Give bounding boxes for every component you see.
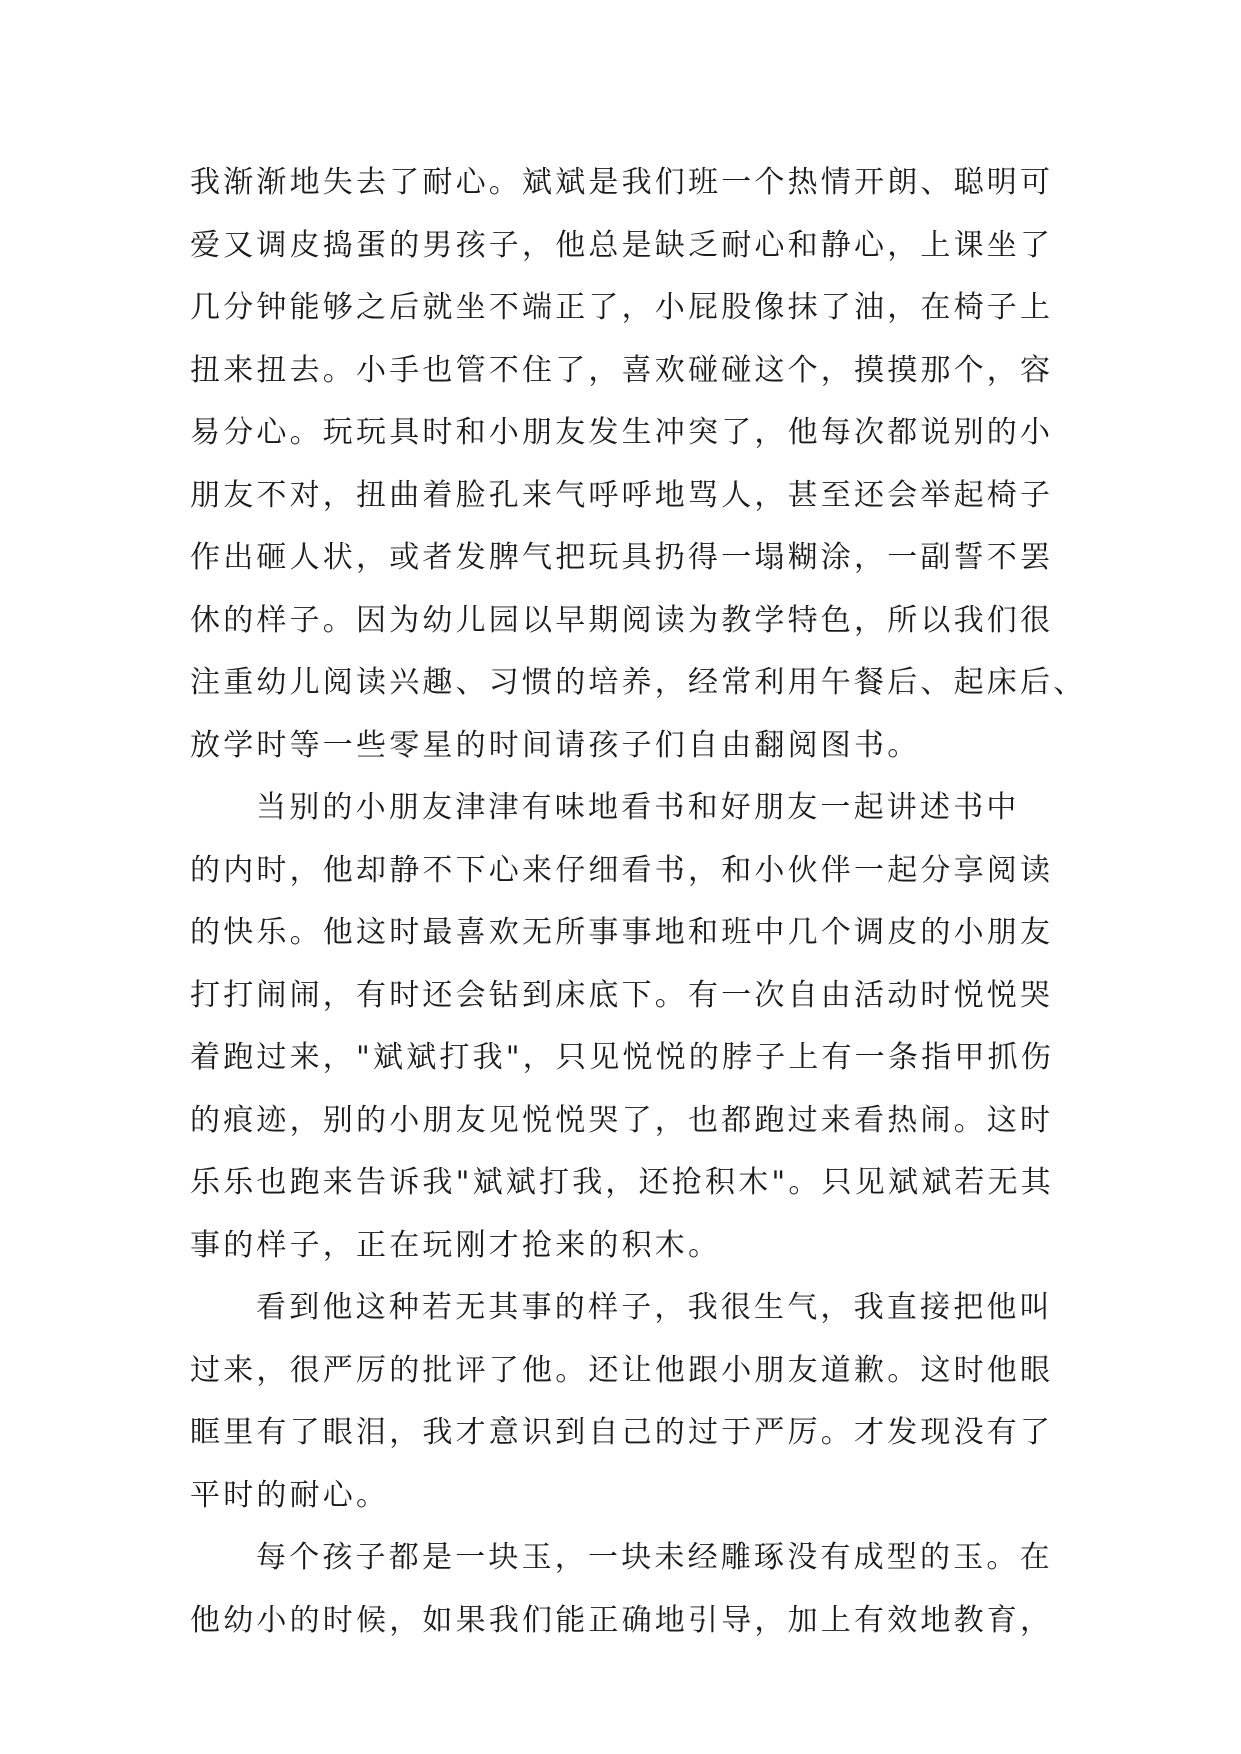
- body-text: [190, 152, 1087, 1652]
- text-line: 的内时，他却静不下心来仔细看书，和小伙伴一起分享阅读: [190, 852, 1054, 888]
- paragraph-start-line: 当别的小朋友津津有味地看书和好朋友一起讲述书中: [256, 790, 1020, 825]
- text-line: 易分心。玩玩具时和小朋友发生冲突了，他每次都说别的小: [190, 415, 1054, 450]
- text-line: 放学时等一些零星的时间请孩子们自由翻阅图书。: [190, 727, 921, 763]
- text-line: 事的样子，正在玩刚才抢来的积木。: [190, 1227, 722, 1263]
- text-line: 过来，很严厉的批评了他。还让他跟小朋友道歉。这时他眼: [190, 1352, 1054, 1388]
- text-line: 打打闹闹，有时还会钻到床底下。有一次自由活动时悦悦哭: [190, 977, 1054, 1013]
- text-line: 爱又调皮捣蛋的男孩子，他总是缺乏耐心和静心，上课坐了: [190, 227, 1054, 263]
- text-line: 作出砸人状，或者发脾气把玩具扔得一塌糊涂，一副誓不罢: [190, 540, 1054, 575]
- paragraph-start-line: 看到他这种若无其事的样子，我很生气，我直接把他叫: [256, 1290, 1053, 1325]
- text-line: 眶里有了眼泪，我才意识到自己的过于严厉。才发现没有了: [190, 1415, 1054, 1450]
- text-line: 朋友不对，扭曲着脸孔来气呼呼地骂人，甚至还会举起椅子: [190, 477, 1054, 513]
- text-line: 他幼小的时候，如果我们能正确地引导，加上有效地教育，: [190, 1602, 1054, 1638]
- text-line: 平时的耐心。: [190, 1477, 390, 1513]
- text-line: 休的样子。因为幼儿园以早期阅读为教学特色，所以我们很: [190, 602, 1054, 638]
- text-line: 扭来扭去。小手也管不住了，喜欢碰碰这个，摸摸那个，容: [190, 352, 1054, 388]
- text-line: 几分钟能够之后就坐不端正了，小屁股像抹了油，在椅子上: [190, 290, 1054, 325]
- text-line: 我渐渐地失去了耐心。斌斌是我们班一个热情开朗、聪明可: [190, 165, 1054, 200]
- paragraph-start-line: 每个孩子都是一块玉，一块未经雕琢没有成型的玉。在: [256, 1540, 1053, 1575]
- text-line: 着跑过来，"斌斌打我"，只见悦悦的脖子上有一条指甲抓伤: [190, 1040, 1054, 1075]
- text-line: 注重幼儿阅读兴趣、习惯的培养，经常利用午餐后、起床后、: [190, 665, 1087, 700]
- text-line: 的快乐。他这时最喜欢无所事事地和班中几个调皮的小朋友: [190, 915, 1054, 950]
- text-line: 的痕迹，别的小朋友见悦悦哭了，也都跑过来看热闹。这时: [190, 1102, 1054, 1138]
- text-line: 乐乐也跑来告诉我"斌斌打我，还抢积木"。只见斌斌若无其: [190, 1165, 1054, 1200]
